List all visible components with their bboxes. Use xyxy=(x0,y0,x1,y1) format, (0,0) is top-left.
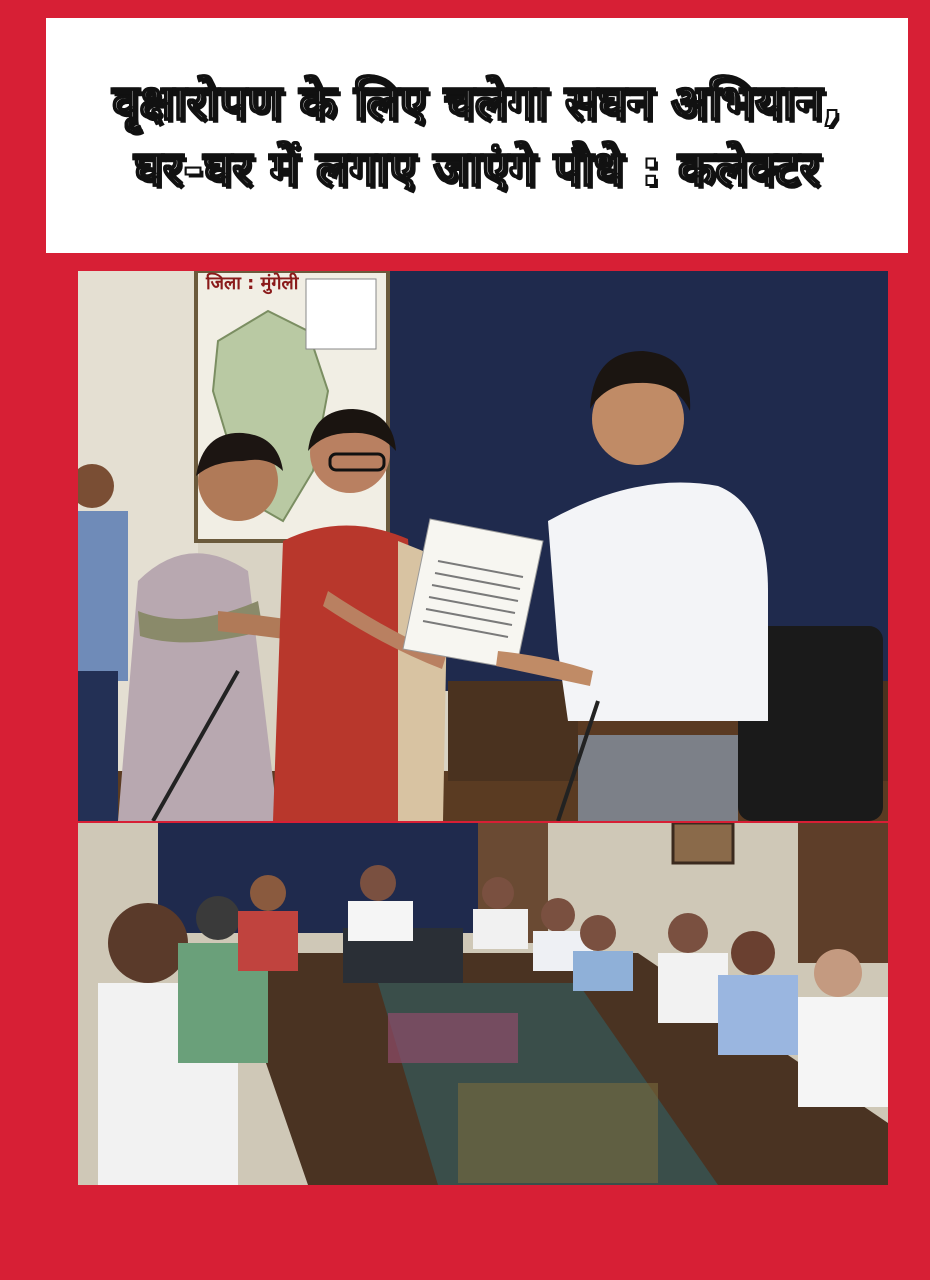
map-title: जिला : मुंगेली xyxy=(206,273,299,294)
handover-photo xyxy=(78,271,888,821)
meeting-photo-illustration xyxy=(78,823,888,1185)
headline-banner xyxy=(46,18,908,253)
meeting-photo xyxy=(78,823,888,1185)
handover-photo-illustration xyxy=(78,271,888,821)
headline-text: वृक्षारोपण के लिए चलेगा सघन अभियान, घर-घर में लगाए जाएंगे पौधे : कलेक्टर xyxy=(112,74,842,197)
